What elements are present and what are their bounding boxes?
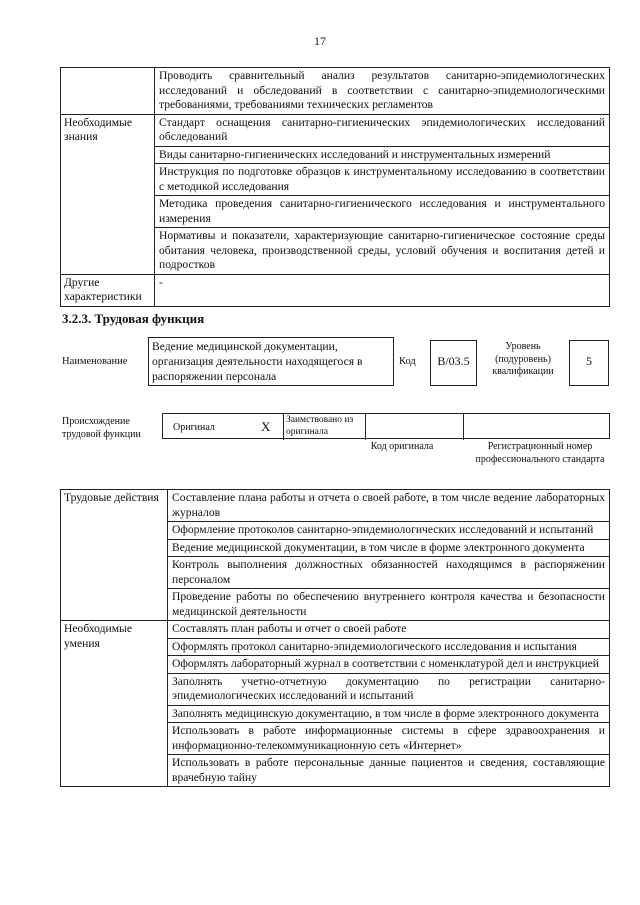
table-cell: Виды санитарно-гигиенических исследований и инструментальных измерений <box>155 146 610 164</box>
table-cell: Составлять план работы и отчет о своей работе <box>168 621 610 639</box>
page-number: 17 <box>314 34 326 48</box>
table-cell: Оформление протоколов санитарно-эпидемиологических исследований и испытаний <box>168 522 610 540</box>
table-cell: - <box>155 274 610 306</box>
table-cell: Проведение работы по обеспечению внутреннего контроля качества и безопасности медицинской деятельности <box>168 589 610 621</box>
table-row <box>61 68 610 115</box>
function-name: Ведение медицинской документации, организация деятельности находящегося в распоряжении персонала <box>152 340 363 383</box>
section-title: 3.2.3. Трудовая функция <box>62 311 205 326</box>
row-label <box>61 68 155 115</box>
divider <box>283 414 284 440</box>
table-row <box>61 274 610 306</box>
origin-box <box>162 413 610 439</box>
table-cell: Нормативы и показатели, характеризующие санитарно-гигиеническое состояние среды обитания человека, производственной среды, условий обучения и воспитания детей и подростков <box>155 228 610 275</box>
table-row <box>61 114 610 146</box>
level-value: 5 <box>586 354 592 368</box>
table-cell: Оформлять лабораторный журнал в соответствии с номенклатурой дел и инструкцией <box>168 656 610 674</box>
row-label-actions: Трудовые действия <box>61 490 168 621</box>
row-label-knowledge: Необходимые знания <box>61 114 155 274</box>
function-name-box <box>148 337 394 386</box>
borrowed-label: Заимствовано из оригинала <box>286 415 354 437</box>
actions-skills-table <box>60 489 610 787</box>
table-cell: Контроль выполнения должностных обязанностей находящимся в распоряжении персоналом <box>168 557 610 589</box>
code-label: Код <box>399 356 416 367</box>
table-cell: Заполнять медицинскую документацию, в том числе в форме электронного документа <box>168 705 610 723</box>
divider <box>365 414 366 440</box>
table-cell: Проводить сравнительный анализ результатов санитарно-эпидемиологических исследований и обследований в соответствии с санитарно-эпидемиологическими требованиями, требованиями технических регламентов <box>155 68 610 115</box>
requirements-table <box>60 67 610 307</box>
table-cell: Инструкция по подготовке образцов к инструментальному исследованию в соответствии с методикой исследования <box>155 164 610 196</box>
table-cell: Составление плана работы и отчета о своей работе, в том числе ведение лабораторных журналов <box>168 490 610 522</box>
level-box <box>569 340 609 386</box>
table-cell: Заполнять учетно-отчетную документацию по регистрации санитарно-эпидемиологических исследований и испытаний <box>168 673 610 705</box>
table-cell: Ведение медицинской документации, в том числе в форме электронного документа <box>168 539 610 557</box>
row-label-skills: Необходимые умения <box>61 621 168 787</box>
table-cell: Стандарт оснащения санитарно-гигиенических эпидемиологических исследований обследований <box>155 114 610 146</box>
divider <box>463 414 464 440</box>
table-cell: Использовать в работе информационные системы в сфере здравоохранения и информационно-телекоммуникационную сеть «Интернет» <box>168 723 610 755</box>
table-cell: Методика проведения санитарно-гигиенического исследования и инструментального измерения <box>155 196 610 228</box>
level-label: Уровень (подуровень) квалификации <box>492 341 554 377</box>
original-label: Оригинал <box>173 422 215 433</box>
table-row <box>61 621 610 639</box>
origin-label: Происхождение трудовой функции <box>62 416 141 440</box>
reg-number-caption: Регистрационный номер профессионального стандарта <box>475 441 605 465</box>
code-box <box>430 340 477 386</box>
table-cell: Использовать в работе персональные данные пациентов и сведения, составляющие врачебную тайну <box>168 755 610 787</box>
table-row <box>61 490 610 522</box>
table-cell: Оформлять протокол санитарно-эпидемиологического исследования и испытания <box>168 638 610 656</box>
original-mark: X <box>261 419 271 434</box>
code-original-caption: Код оригинала <box>370 441 434 452</box>
name-label: Наименование <box>62 356 128 367</box>
function-code: B/03.5 <box>437 354 470 368</box>
row-label-other: Другие характеристики <box>61 274 155 306</box>
